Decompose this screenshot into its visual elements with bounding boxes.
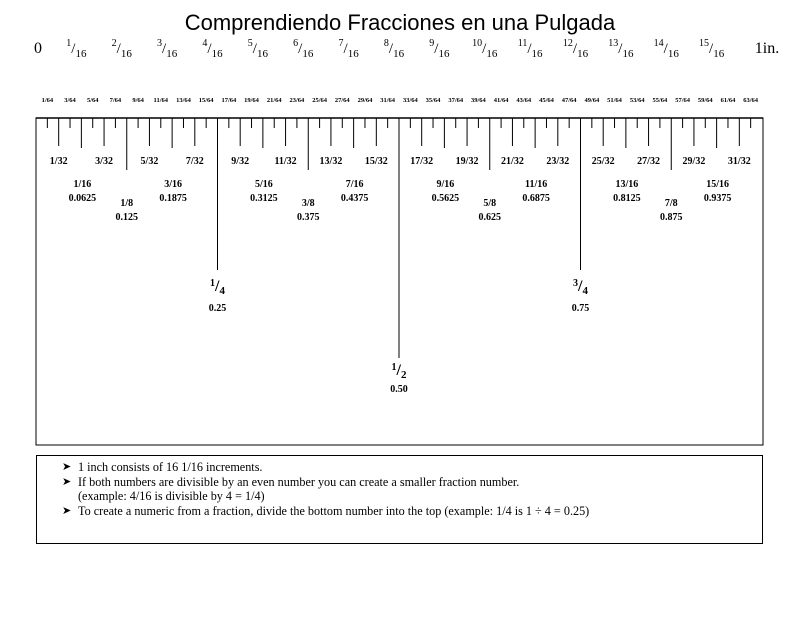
label-64th: 43/64 [516, 97, 532, 104]
label-16th: 1/16 [73, 179, 92, 190]
label-16th: 11/16 [525, 179, 548, 190]
label-8th: 5/8 [483, 198, 497, 209]
label-64th: 33/64 [402, 97, 418, 104]
label-64th: 19/64 [244, 97, 259, 104]
label-8th: 3/8 [301, 198, 315, 209]
top-label-sixteenth: $^{10}/_{16}$ [472, 38, 498, 60]
label-64th: 61/64 [720, 97, 736, 104]
label-32nd: 17/32 [410, 156, 434, 167]
label-64th: 63/64 [743, 97, 759, 104]
arrow-bullet-icon: ➤ [62, 461, 72, 473]
top-label-sixteenth: $^{14}/_{16}$ [653, 38, 679, 60]
label-64th: 21/64 [266, 97, 282, 104]
label-64th: 55/64 [652, 97, 668, 104]
label-64th: 3/64 [64, 97, 76, 104]
decimal-16th: 0.8125 [613, 193, 641, 204]
label-64th: 57/64 [675, 97, 690, 104]
top-label-sixteenth: $^3/_{16}$ [157, 38, 178, 60]
label-32nd: 9/32 [231, 156, 250, 167]
top-label-sixteenth: $^8/_{16}$ [383, 38, 405, 60]
label-64th: 25/64 [312, 97, 327, 104]
top-label-sixteenth: $^7/_{16}$ [338, 38, 359, 60]
decimal-half: 0.50 [390, 384, 408, 395]
label-64th: 11/64 [153, 97, 169, 104]
label-64th: 5/64 [86, 97, 99, 104]
label-64th: 13/64 [176, 97, 191, 104]
decimal-16th: 0.5625 [431, 193, 460, 204]
label-32nd: 21/32 [501, 156, 524, 167]
label-32nd: 13/32 [319, 156, 343, 167]
note-item [62, 460, 754, 475]
decimal-16th: 0.4375 [340, 193, 369, 204]
label-64th: 59/64 [697, 97, 713, 104]
notes-box [36, 455, 763, 544]
label-32nd: 5/32 [140, 156, 159, 167]
label-8th: 7/8 [664, 198, 678, 209]
top-label-sixteenth: $^{12}/_{16}$ [562, 38, 589, 60]
label-64th: 7/64 [109, 97, 122, 104]
label-32nd: 25/32 [591, 156, 615, 167]
note-item [62, 504, 754, 519]
top-label-sixteenth: $^4/_{16}$ [202, 38, 223, 60]
label-16th: 9/16 [436, 179, 455, 190]
top-label-zero: 0 [34, 40, 42, 57]
top-label-sixteenth: $^5/_{16}$ [247, 38, 268, 60]
label-half: $^1$/2 [391, 362, 407, 381]
decimal-16th: 0.0625 [68, 193, 97, 204]
label-64th: 9/64 [132, 97, 144, 104]
label-64th: 17/64 [221, 97, 237, 104]
decimal-8th: 0.375 [297, 212, 320, 223]
top-label-sixteenth: $^1/_{16}$ [66, 38, 87, 60]
arrow-bullet-icon: ➤ [62, 475, 72, 488]
label-64th: 47/64 [561, 97, 577, 104]
note-text: If both numbers are divisible by an even number you can create a smaller fraction number. [78, 474, 520, 489]
label-64th: 39/64 [471, 97, 486, 104]
arrow-bullet-icon: ➤ [62, 504, 72, 517]
label-64th: 15/64 [198, 97, 214, 104]
top-label-sixteenth: $^{11}/_{16}$ [517, 38, 543, 60]
top-label-sixteenth: $^{15}/_{16}$ [699, 38, 725, 60]
label-16th: 13/16 [615, 179, 639, 190]
decimal-8th: 0.125 [115, 212, 138, 223]
decimal-16th: 0.3125 [250, 193, 278, 204]
label-64th: 31/64 [380, 97, 396, 104]
label-64th: 49/64 [584, 97, 600, 104]
label-32nd: 27/32 [637, 156, 660, 167]
label-64th: 23/64 [289, 97, 305, 104]
page-title: Comprendiendo Fracciones en una Pulgada [184, 10, 616, 35]
label-16th: 5/16 [254, 179, 273, 190]
label-64th: 53/64 [629, 97, 645, 104]
label-quarter: $^3$/4 [573, 278, 588, 297]
decimal-16th: 0.6875 [522, 193, 550, 204]
note-text: To create a numeric from a fraction, divide the bottom number into the top (example: 1/4 is 1 ÷ 4 = 0.25) [78, 503, 590, 518]
decimal-quarter: 0.75 [571, 303, 590, 314]
note-item [62, 475, 754, 504]
label-32nd: 3/32 [95, 156, 113, 167]
decimal-16th: 0.1875 [159, 193, 187, 204]
label-32nd: 31/32 [727, 156, 751, 167]
label-64th: 29/64 [357, 97, 373, 104]
label-32nd: 15/32 [364, 156, 388, 167]
label-32nd: 23/32 [546, 156, 570, 167]
label-64th: 45/64 [539, 97, 554, 104]
top-label-sixteenth: $^2/_{16}$ [111, 38, 132, 60]
label-32nd: 1/32 [49, 156, 68, 167]
label-32nd: 11/32 [274, 156, 297, 167]
label-64th: 41/64 [493, 97, 509, 104]
decimal-8th: 0.875 [660, 212, 683, 223]
label-8th: 1/8 [120, 198, 134, 209]
top-label-sixteenth: $^9/_{16}$ [429, 38, 450, 60]
note-example: (example: 4/16 is divisible by 4 = 1/4) [78, 489, 265, 504]
note-text: 1 inch consists of 16 1/16 increments. [78, 460, 263, 474]
label-32nd: 7/32 [185, 156, 204, 167]
decimal-8th: 0.625 [478, 212, 501, 223]
label-32nd: 29/32 [682, 156, 706, 167]
top-label-one-inch: 1in. [754, 40, 780, 57]
label-64th: 1/64 [41, 97, 54, 104]
label-64th: 51/64 [607, 97, 622, 104]
label-64th: 37/64 [448, 97, 464, 104]
label-64th: 27/64 [334, 97, 350, 104]
label-16th: 15/16 [706, 179, 730, 190]
label-quarter: $^1$/4 [210, 278, 225, 297]
label-32nd: 19/32 [455, 156, 479, 167]
label-16th: 3/16 [164, 179, 183, 190]
top-label-sixteenth: $^6/_{16}$ [293, 38, 314, 60]
top-label-sixteenth: $^{13}/_{16}$ [608, 38, 634, 60]
label-16th: 7/16 [345, 179, 364, 190]
label-64th: 35/64 [425, 97, 441, 104]
decimal-16th: 0.9375 [703, 193, 732, 204]
decimal-quarter: 0.25 [208, 303, 227, 314]
